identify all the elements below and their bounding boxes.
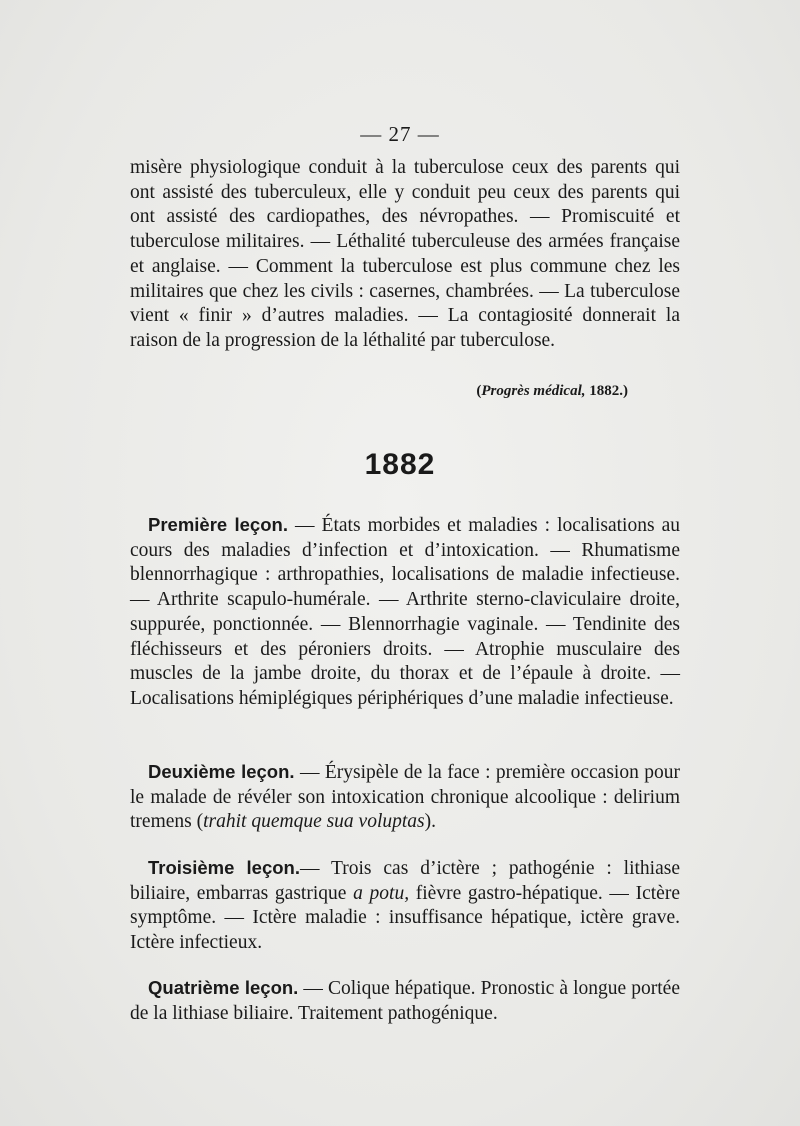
lecon-3-paragraph — [130, 856, 680, 956]
lecon-3-title: Troisième leçon. — [148, 857, 300, 878]
lecon-3-text-after: fièvre gastro-hépatique. — Ictère symptôme. — Ictère maladie : insuffisance hépatique, ictère grave. Ictère infectieux. — [130, 882, 680, 954]
lecon-4-title: Quatrième leçon. — [148, 977, 299, 998]
lecon-3-text-before: — Trois cas d’ictère ; pathogénie : lithiase biliaire, embarras gastrique — [130, 858, 680, 904]
lecon-2-text-before: — Érysipèle de la face : première occasion pour le malade de révéler son intoxication chronique alcoolique : delirium tremens ( — [130, 762, 680, 833]
lecon-4-text: — Colique hépatique. Pronostic à longue portée de la lithiase biliaire. Traitement pathogénique. — [130, 978, 680, 1024]
lecon-2-title: Deuxième leçon. — [148, 761, 295, 782]
lecon-4-paragraph — [130, 976, 680, 1026]
page-number: — 27 — — [360, 122, 440, 146]
lecon-1-title: Première leçon. — [148, 514, 288, 535]
citation-open: ( — [476, 383, 482, 399]
lecon-1-text: — États morbides et maladies : localisations au cours des maladies d’infection et d’intoxication. — Rhumatisme blennorrhagique : arthropathies, localisations de maladie infectieuse. — Arthrite scapulo-humérale. — Arthrite sterno-claviculaire droite, suppurée, ponctionnée. — Blennorrhagie vaginale. — Tendinite des fléchisseurs et des péroniers droits. — Atrophie musculaire des muscles de la jambe droite, du thorax et de l’épaule à droite. — Localisations hémiplégiques périphériques d’une maladie infectieuse. — [130, 515, 681, 709]
intro-text: misère physiologique conduit à la tuberculose ceux des parents qui ont assisté des tuberculeux, elle y conduit peu ceux des parents qui ont assisté des cardiopathes, des névropathes. — Promiscuité et tuberculose militaires. — Léthalité tuberculeuse des armées française et anglaise. — Comment la tuberculose est plus commune chez les militaires que chez les civils : casernes, chambrées. — La tuberculose vient « finir » d’autres maladies. — La contagiosité donnerait la raison de la progression de la léthalité par tuberculose. — [130, 157, 680, 351]
citation-year: 1882.) — [585, 383, 628, 399]
lecon-2-paragraph — [130, 760, 680, 835]
lecon-2-text-after: ). — [424, 811, 437, 833]
lecon-3-latin: a potu, — [353, 882, 410, 904]
intro-paragraph — [130, 156, 680, 354]
lecon-2-latin: trahit quemque sua voluptas — [203, 811, 425, 833]
citation-journal: Progrès médical, — [481, 383, 586, 399]
lecon-1-paragraph — [130, 513, 680, 712]
citation — [476, 383, 628, 400]
year-heading: 1882 — [364, 448, 436, 481]
